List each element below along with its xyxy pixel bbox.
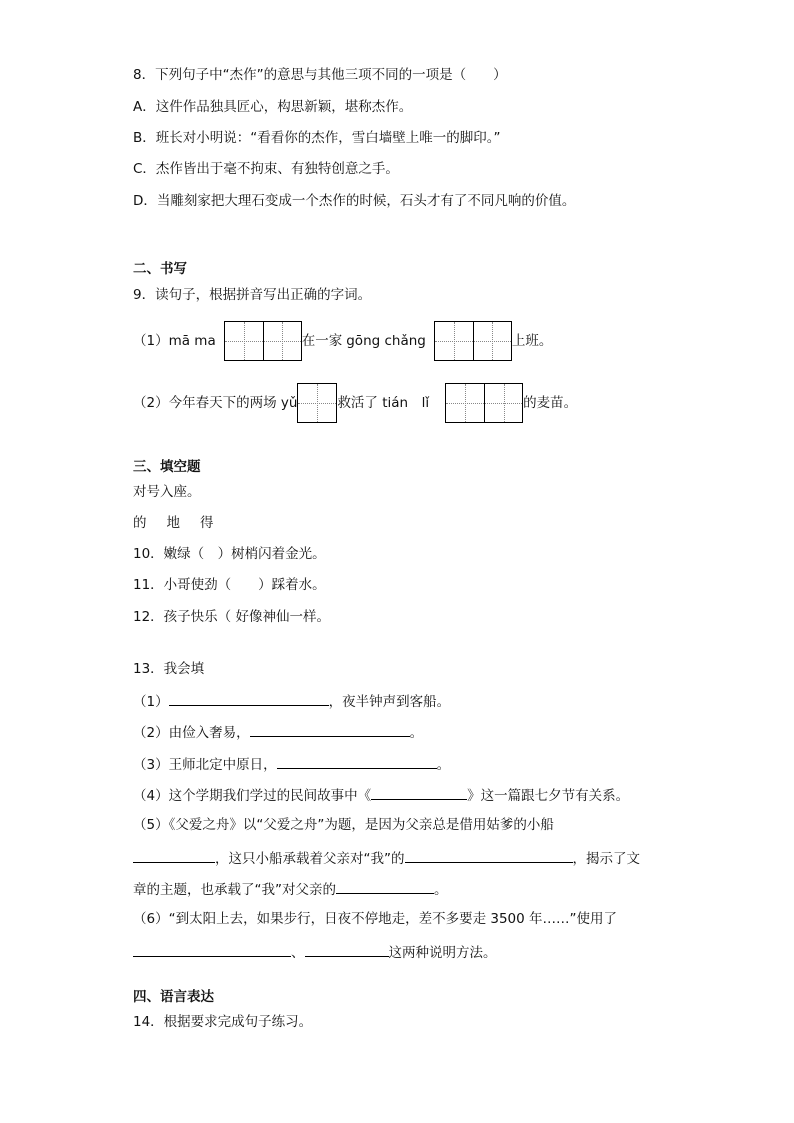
q13-5-line-3 xyxy=(133,878,448,900)
question-10: 10．嫩绿（ ）树梢闪着金光。 xyxy=(133,546,326,562)
q8-option-d[interactable]: D．当雕刻家把大理石变成一个杰作的时候，石头才有了不同凡响的价值。 xyxy=(133,193,576,209)
answer-blank[interactable] xyxy=(133,847,215,863)
answer-blank[interactable] xyxy=(305,941,389,957)
answer-blank[interactable] xyxy=(277,753,437,769)
q13-part-1 xyxy=(133,690,450,712)
q9-2-char-grid-a[interactable] xyxy=(297,383,337,423)
q9-2-char-grid-b[interactable] xyxy=(445,383,523,423)
section-3-heading: 三、填空题 xyxy=(133,459,201,475)
q9-2-text-a: （2）今年春天下的两场 yǔ xyxy=(133,395,298,411)
answer-blank[interactable] xyxy=(336,878,434,894)
q13-5-text-e: 。 xyxy=(434,882,448,898)
q9-1-pinyin-a: mā ma xyxy=(168,333,216,349)
q9-1-number: （1） xyxy=(133,333,169,349)
question-9-stem: 9．读句子，根据拼音写出正确的字词。 xyxy=(133,287,372,303)
char-cell[interactable] xyxy=(263,322,301,360)
q13-6-line-2 xyxy=(133,941,497,963)
q13-5-text-d: 章的主题，也承载了“我”对父亲的 xyxy=(133,882,336,898)
word-choice-de3: 得 xyxy=(200,515,214,531)
q8-option-b[interactable]: B．班长对小明说：“看看你的杰作，雪白墙壁上唯一的脚印。” xyxy=(133,130,501,146)
q13-6-end: 这两种说明方法。 xyxy=(388,945,497,961)
q8-option-c[interactable]: C．杰作皆出于毫不拘束、有独特创意之手。 xyxy=(133,161,399,177)
q13-part-4 xyxy=(133,784,629,806)
q13-5-text-c: ，揭示了文 xyxy=(572,851,640,867)
question-14: 14．根据要求完成句子练习。 xyxy=(133,1014,313,1030)
q13-6-line-1: （6）“到太阳上去，如果步行，日夜不停地走，差不多要走 3500 年……”使用了 xyxy=(133,911,618,927)
q13-4-end: 》这一篇跟七夕节有关系。 xyxy=(467,788,630,804)
section-2-heading: 二、书写 xyxy=(133,261,187,277)
q13-3-end: 。 xyxy=(436,757,451,773)
q9-2-end-text: 的麦苗。 xyxy=(523,395,578,411)
question-8-stem: 8．下列句子中“杰作”的意思与其他三项不同的一项是（ ） xyxy=(133,67,507,83)
section-3-instruction: 对号入座。 xyxy=(133,484,201,500)
q13-1-number: （1） xyxy=(133,694,169,710)
char-cell[interactable] xyxy=(473,322,511,360)
char-cell[interactable] xyxy=(446,384,484,422)
word-choice-de2: 地 xyxy=(166,515,180,531)
q9-1-end-text: 上班。 xyxy=(511,333,553,349)
question-13-stem: 13．我会填 xyxy=(133,661,205,677)
q9-1-middle-text: 在一家 xyxy=(301,333,343,349)
section-4-heading: 四、语言表达 xyxy=(133,989,214,1005)
word-choice-de1: 的 xyxy=(133,515,147,531)
q8-option-a[interactable]: A．这件作品独具匠心，构思新颖，堪称杰作。 xyxy=(133,99,413,115)
q9-1-char-grid-b[interactable] xyxy=(434,321,512,361)
char-cell[interactable] xyxy=(298,384,336,422)
q13-5-line-2 xyxy=(133,847,640,869)
q9-2-middle-text: 救活了 tián lǐ xyxy=(337,395,430,411)
word-choices xyxy=(133,513,214,533)
q13-6-separator: 、 xyxy=(291,945,305,961)
question-12: 12．孩子快乐（ 好像神仙一样。 xyxy=(133,609,330,625)
q13-5-text-b: ，这只小船承载着父亲对“我”的 xyxy=(215,851,405,867)
q13-part-2 xyxy=(133,721,423,743)
question-11: 11．小哥使劲（ ）踩着水。 xyxy=(133,577,326,593)
answer-blank[interactable] xyxy=(371,784,467,800)
q9-1-pinyin-b: gōng chǎng xyxy=(346,333,426,349)
q9-1-char-grid-a[interactable] xyxy=(224,321,302,361)
q13-1-text: ，夜半钟声到客船。 xyxy=(328,694,451,710)
answer-blank[interactable] xyxy=(169,690,329,706)
answer-blank[interactable] xyxy=(405,847,573,863)
q13-part-3 xyxy=(133,753,450,775)
char-cell[interactable] xyxy=(225,322,263,360)
char-cell[interactable] xyxy=(435,322,473,360)
answer-blank[interactable] xyxy=(133,941,291,957)
answer-blank[interactable] xyxy=(250,721,410,737)
q13-3-text: （3）王师北定中原日， xyxy=(133,757,277,773)
q13-4-text: （4）这个学期我们学过的民间故事中《 xyxy=(133,788,372,804)
q13-2-text: （2）由俭入奢易， xyxy=(133,725,250,741)
q13-5-line-1: （5）《父爱之舟》以“父爱之舟”为题，是因为父亲总是借用姑爹的小船 xyxy=(133,817,554,833)
q13-2-end: 。 xyxy=(409,725,424,741)
q9-line-1 xyxy=(133,321,552,361)
q9-line-2 xyxy=(133,383,577,423)
char-cell[interactable] xyxy=(484,384,522,422)
